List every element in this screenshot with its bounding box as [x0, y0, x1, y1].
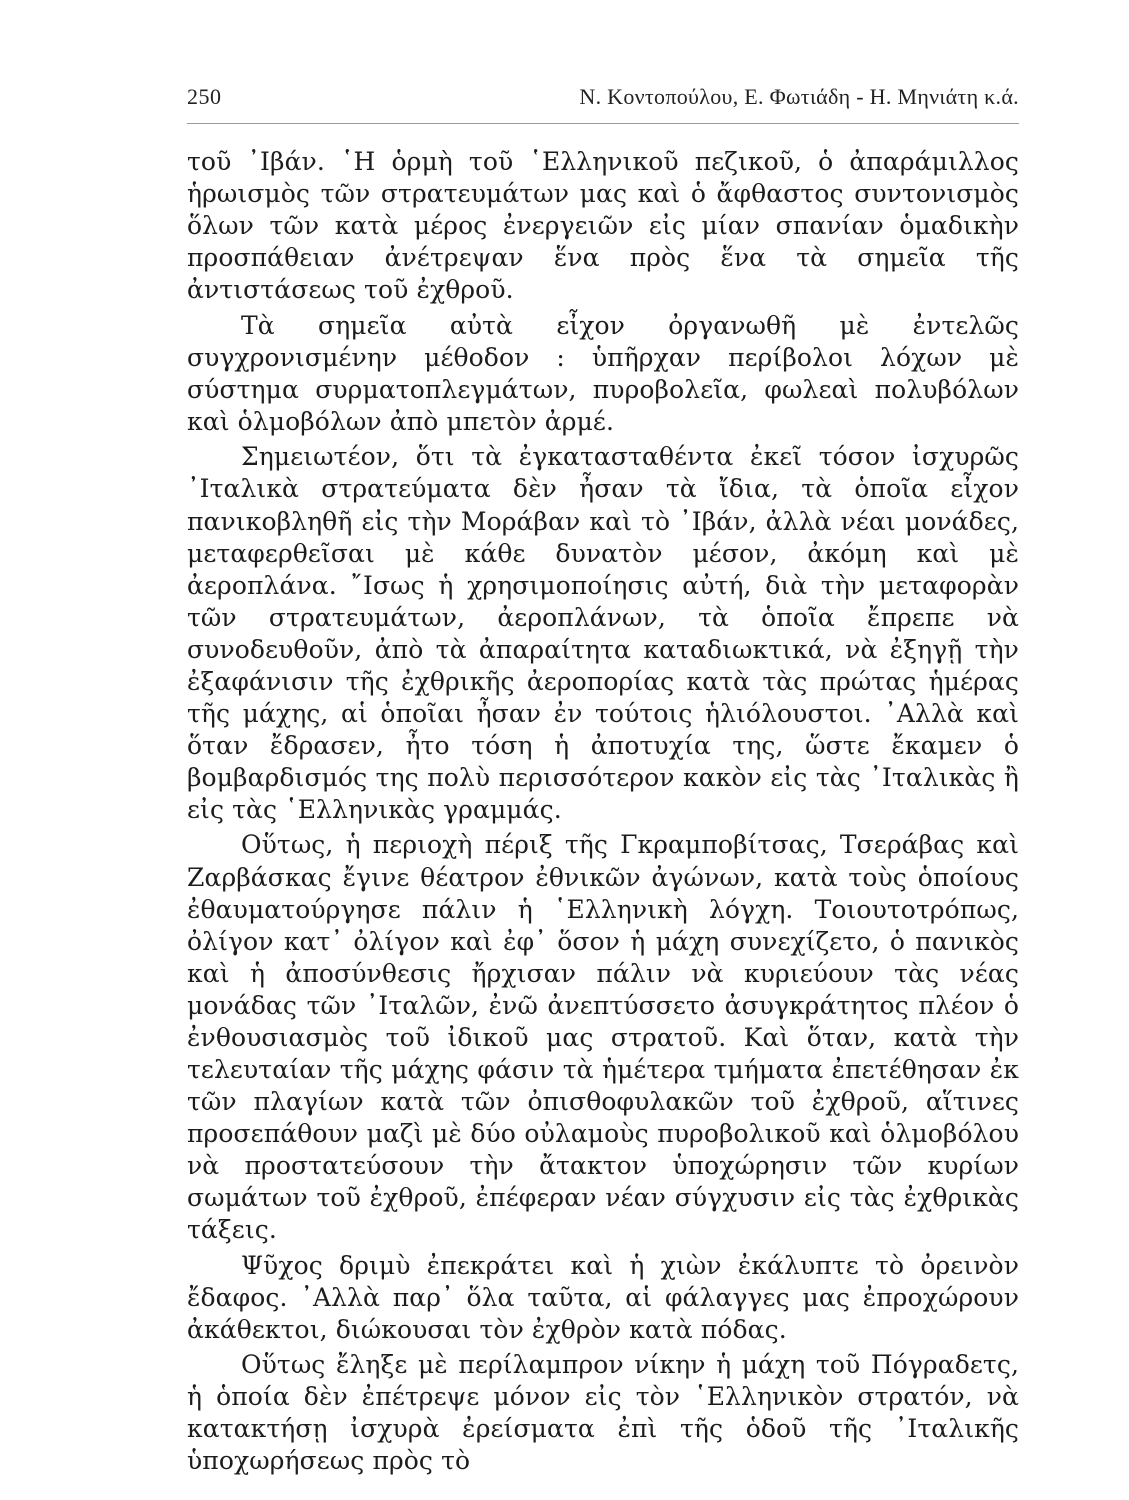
paragraph: Οὕτως, ἡ περιοχὴ πέριξ τῆς Γκραμποβίτσας, Τσεράβας καὶ Ζαρβάσκας ἔγινε θέατρον ἐθνικῶν ἀγώνων, κατὰ τοὺς ὁποίους ἐθαυματούργησε πάλιν ἡ ῾Ελληνικὴ λόγχη. Τοιουτοτρόπως, ὀλίγον κατ᾿ ὀλίγον καὶ ἐφ᾿ ὅσον ἡ μάχη συνεχίζετο, ὁ πανικὸς καὶ ἡ ἀποσύνθεσις ἤρχισαν πάλιν νὰ κυριεύουν τὰς νέας μονάδας τῶν ᾿Ιταλῶν, ἐνῶ ἀνεπτύσσετο ἀσυγκράτητος πλέον ὁ ἐνθουσιασμὸς τοῦ ἰδικοῦ μας στρατοῦ. Καὶ ὅταν, κατὰ τὴν τελευταίαν τῆς μάχης φάσιν τὰ ἡμέτερα τμήματα ἐπετέθησαν ἐκ τῶν πλαγίων κατὰ τῶν ὀπισθοφυλακῶν τοῦ ἐχθροῦ, αἵτινες προσεπάθουν μαζὶ μὲ δύο οὐλαμοὺς πυροβολικοῦ καὶ ὁλμοβόλου νὰ προστατεύσουν τὴν ἄτακτον ὑποχώρησιν τῶν κυρίων σωμάτων τοῦ ἐχθροῦ, ἐπέφεραν νέαν σύγχυσιν εἰς τὰς ἐχθρικὰς τάξεις.: [187, 830, 1019, 1245]
body-text: [187, 146, 1019, 1477]
paragraph: Σημειωτέον, ὅτι τὰ ἐγκατασταθέντα ἐκεῖ τόσον ἰσχυρῶς ᾿Ιταλικὰ στρατεύματα δὲν ἦσαν τὰ ἴδια, τὰ ὁποῖα εἶχον πανικοβληθῆ εἰς τὴν Μοράβαν καὶ τὸ ᾿Ιβάν, ἀλλὰ νέαι μονάδες, μεταφερθεῖσαι μὲ κάθε δυνατὸν μέσον, ἀκόμη καὶ μὲ ἀεροπλάνα. ῎Ισως ἡ χρησιμοποίησις αὐτή, διὰ τὴν μεταφορὰν τῶν στρατευμάτων, ἀεροπλάνων, τὰ ὁποῖα ἔπρεπε νὰ συνοδευθοῦν, ἀπὸ τὰ ἀπαραίτητα καταδιωκτικά, νὰ ἐξηγῇ τὴν ἐξαφάνισιν τῆς ἐχθρικῆς ἀεροπορίας κατὰ τὰς πρώτας ἡμέρας τῆς μάχης, αἱ ὁποῖαι ἦσαν ἐν τούτοις ἡλιόλουστοι. ᾿Αλλὰ καὶ ὅταν ἔδρασεν, ἦτο τόση ἡ ἀποτυχία της, ὥστε ἔκαμεν ὁ βομβαρδισμός της πολὺ περισσότερον κακὸν εἰς τὰς ᾿Ιταλικὰς ἢ εἰς τὰς ῾Ελληνικὰς γραμμάς.: [187, 442, 1019, 824]
paragraph: Τὰ σημεῖα αὐτὰ εἶχον ὀργανωθῆ μὲ ἐντελῶς συγχρονισμένην μέθοδον : ὑπῆρχαν περίβολοι λόχων μὲ σύστημα συρματοπλεγμάτων, πυροβολεῖα, φωλεαὶ πολυβόλων καὶ ὁλμοβόλων ἀπὸ μπετὸν ἀρμέ.: [187, 310, 1019, 436]
header-rule: [187, 123, 1019, 124]
paragraph-continuation: τοῦ ᾿Ιβάν. ῾Η ὁρμὴ τοῦ ῾Ελληνικοῦ πεζικοῦ, ὁ ἀπαράμιλλος ἡρωισμὸς τῶν στρατευμάτων μας καὶ ὁ ἄφθαστος συντονισμὸς ὅλων τῶν κατὰ μέρος ἐνεργειῶν εἰς μίαν σπανίαν ὁμαδικὴν προσπάθειαν ἀνέτρεψαν ἕνα πρὸς ἕνα τὰ σημεῖα τῆς ἀντιστάσεως τοῦ ἐχθροῦ.: [187, 147, 1019, 305]
page-header: [187, 84, 1019, 118]
paragraph: Οὕτως ἔληξε μὲ περίλαμπρον νίκην ἡ μάχη τοῦ Πόγραδετς, ἡ ὁποία δὲν ἐπέτρεψε μόνον εἰς τὸν ῾Ελληνικὸν στρατόν, νὰ κατακτήσῃ ἰσχυρὰ ἐρείσματα ἐπὶ τῆς ὁδοῦ τῆς ᾿Ιταλικῆς ὑποχωρήσεως πρὸς τὸ: [187, 1350, 1019, 1476]
running-title: Ν. Κοντοπούλου, Ε. Φωτιάδη - Η. Μηνιάτη κ.ά.: [579, 84, 1019, 109]
paragraph: Ψῦχος δριμὺ ἐπεκράτει καὶ ἡ χιὼν ἐκάλυπτε τὸ ὀρεινὸν ἔδαφος. ᾿Αλλὰ παρ᾿ ὅλα ταῦτα, αἱ φάλαγγες μας ἐπροχώρουν ἀκάθεκτοι, διώκουσαι τὸν ἐχθρὸν κατὰ πόδας.: [187, 1250, 1019, 1344]
page-number: 250: [187, 84, 222, 109]
